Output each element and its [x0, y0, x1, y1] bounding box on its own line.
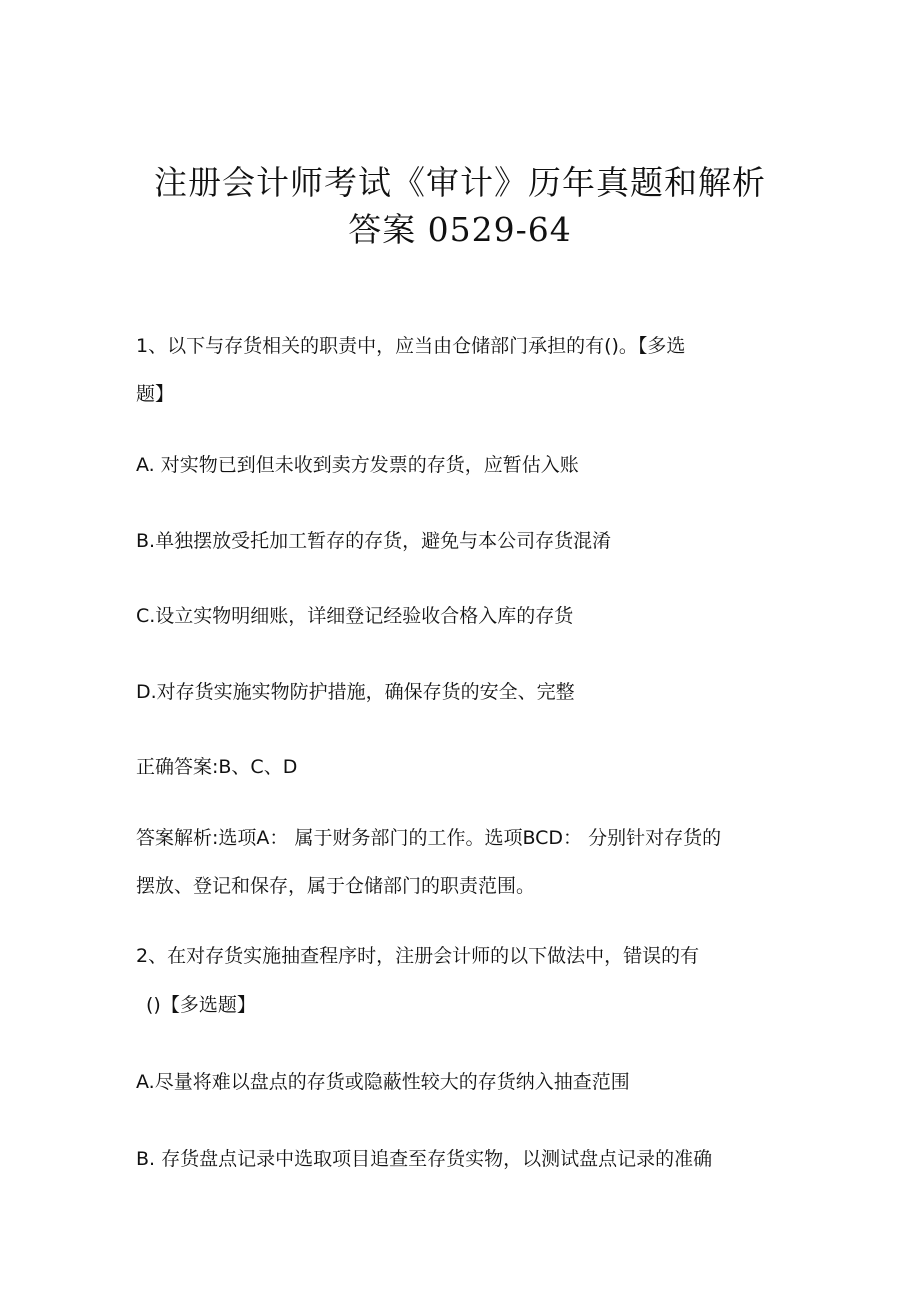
document-title-line-2: 答案 0529-64: [348, 210, 572, 249]
question-1-stem-line-1: 1、以下与存货相关的职责中，应当由仓储部门承担的有()。【多选: [136, 335, 686, 357]
document-title-line-1: 注册会计师考试《审计》历年真题和解析: [154, 163, 766, 202]
question-1-stem-line-2: 题】: [136, 383, 175, 405]
question-1-option-c: C.设立实物明细账，详细登记经验收合格入库的存货: [136, 605, 574, 627]
question-2-stem-line-1: 2、在对存货实施抽查程序时，注册会计师的以下做法中，错误的有: [136, 945, 700, 967]
question-2-option-a: A.尽量将难以盘点的存货或隐蔽性较大的存货纳入抽查范围: [136, 1071, 630, 1093]
question-1-option-b: B.单独摆放受托加工暂存的存货，避免与本公司存货混淆: [136, 530, 612, 552]
question-2-stem-line-2: ()【多选题】: [146, 994, 256, 1016]
question-1-analysis-line-1: 答案解析:选项A： 属于财务部门的工作。选项BCD： 分别针对存货的: [136, 827, 722, 849]
question-1-option-d: D.对存货实施实物防护措施，确保存货的安全、完整: [136, 681, 575, 703]
question-1-answer: 正确答案:B、C、D: [136, 756, 298, 778]
question-1-analysis-line-2: 摆放、登记和保存，属于仓储部门的职责范围。: [136, 875, 536, 897]
question-1-option-a: A. 对实物已到但未收到卖方发票的存货，应暂估入账: [136, 454, 579, 476]
question-2-option-b: B. 存货盘点记录中选取项目追查至存货实物，以测试盘点记录的准确: [136, 1148, 713, 1170]
